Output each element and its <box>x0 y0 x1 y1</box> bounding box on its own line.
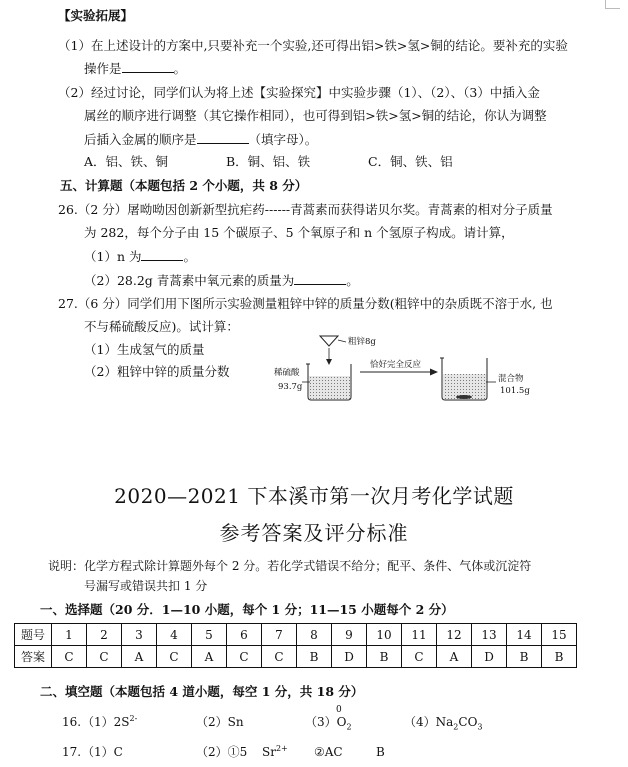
answer-blank[interactable] <box>141 248 183 261</box>
expand-q1-line2 <box>84 60 186 77</box>
q26-part1-text: （1）n 为 <box>84 249 142 264</box>
q17-part2: （2）①5 <box>196 745 248 759</box>
residue-icon <box>456 395 472 399</box>
zinc-label: 粗锌8g <box>348 337 376 347</box>
q17-number: 17. <box>62 745 82 759</box>
q16-part2: （2）Sn <box>196 715 244 729</box>
answer-title: 2020—2021 下本溪市第一次月考化学试题 <box>114 484 514 508</box>
table-cell-number: 5 <box>192 624 227 646</box>
answer-blank[interactable] <box>294 272 346 285</box>
table-cell-number: 15 <box>542 624 577 646</box>
expand-q1-line1: （1）在上述设计的方案中,只要补充一个实验,还可得出铝>铁>氢>铜的结论。要补充的实验 <box>58 38 568 53</box>
table-head-number: 题号 <box>15 624 52 646</box>
q16-part3 <box>305 714 352 730</box>
q17-part2b <box>262 744 288 760</box>
q17-part2c: ②AC <box>314 745 343 759</box>
table-cell-number: 1 <box>52 624 87 646</box>
table-cell-answer: C <box>52 646 87 668</box>
q26-line1: 26.（2 分）屠呦呦因创新新型抗疟药------青蒿素而获得诺贝尔奖。青蒿素的相对分子质量 <box>58 202 553 217</box>
table-cell-answer: A <box>437 646 472 668</box>
acid-label: 稀硫酸 <box>274 368 300 378</box>
section1-heading: 一、选择题（20 分．1—10 小题，每个 1 分；11—15 小题每个 2 分） <box>40 602 454 617</box>
expand-heading: 【实验拓展】 <box>58 8 134 23</box>
table-cell-number: 13 <box>472 624 507 646</box>
expand-q2-line3 <box>84 131 317 148</box>
expand-q1-end: 。 <box>173 61 187 76</box>
q17-part1: （1）C <box>82 745 123 759</box>
q16-part4-mid: CO <box>458 715 478 729</box>
table-cell-number: 10 <box>367 624 402 646</box>
answer-blank[interactable] <box>197 131 249 144</box>
table-cell-number: 14 <box>507 624 542 646</box>
q26-part1 <box>84 248 196 265</box>
zinc-pointer-line <box>338 340 346 342</box>
table-cell-number: 7 <box>262 624 297 646</box>
expand-q1-text: 操作是 <box>84 61 122 76</box>
q16-part3-valence: 0 <box>336 705 342 715</box>
expand-q2-line2: 属丝的顺序进行调整（其它操作相同），也可得到铝>铁>氢>铜的结论，你认为调整 <box>84 108 547 123</box>
table-cell-answer: B <box>507 646 542 668</box>
answer-table <box>14 623 577 668</box>
expand-q2-text: 后插入金属的顺序是 <box>84 132 197 147</box>
answer-blank[interactable] <box>122 60 174 73</box>
q16-part4 <box>404 714 483 730</box>
table-cell-number: 8 <box>297 624 332 646</box>
q27-line2: 不与稀硫酸反应)。试计算： <box>84 319 239 334</box>
mix-label: 混合物 <box>498 374 524 384</box>
note-line1: 说明：化学方程式除计算题外每个 2 分。若化学式错误不给分；配平、条件、气体或沉淀符 <box>48 559 532 573</box>
q17-part2d: B <box>376 745 385 759</box>
table-cell-answer: B <box>542 646 577 668</box>
option-a: A．铝、铁、铜 <box>84 154 169 169</box>
table-cell-number: 12 <box>437 624 472 646</box>
option-b: B．铜、铝、铁 <box>226 154 311 169</box>
table-cell-answer: A <box>122 646 157 668</box>
table-cell-answer: B <box>297 646 332 668</box>
reaction-arrow-head <box>430 369 438 376</box>
q26-part2-end: 。 <box>346 273 359 288</box>
table-cell-number: 4 <box>157 624 192 646</box>
q16-part1-text: （1）2S <box>82 715 130 729</box>
q16-part3-subscript: 2 <box>346 722 352 732</box>
expand-q2-end: （填字母）。 <box>248 132 318 147</box>
table-cell-answer: D <box>332 646 367 668</box>
note-line2: 号漏写或错误共扣 1 分 <box>84 579 208 593</box>
zinc-paper-icon <box>320 336 338 346</box>
q27-part2: （2）粗锌中锌的质量分数 <box>84 364 230 379</box>
table-head-answer: 答案 <box>15 646 52 668</box>
table-cell-answer: B <box>367 646 402 668</box>
q16-number: 16. <box>62 715 82 729</box>
table-cell-answer: C <box>262 646 297 668</box>
q27-line1: 27.（6 分）同学们用下图所示实验测量粗锌中锌的质量分数(粗锌中的杂质既不溶于水, 也 <box>58 296 553 311</box>
page-corner-mark <box>605 0 620 9</box>
q17-part2b-text: Sr <box>262 745 276 759</box>
table-cell-number: 6 <box>227 624 262 646</box>
experiment-diagram <box>274 334 532 404</box>
table-cell-number: 9 <box>332 624 367 646</box>
table-cell-answer: C <box>87 646 122 668</box>
q27-part1: （1）生成氢气的质量 <box>84 342 205 357</box>
table-cell-number: 3 <box>122 624 157 646</box>
answer-subtitle: 参考答案及评分标准 <box>219 521 409 545</box>
table-cell-answer: C <box>157 646 192 668</box>
q16-part1-charge: 2- <box>129 714 138 723</box>
table-cell-answer: A <box>192 646 227 668</box>
left-beaker-liquid-pattern <box>309 376 350 399</box>
table-cell-answer: C <box>402 646 437 668</box>
table-row-numbers <box>15 624 577 646</box>
table-cell-number: 11 <box>402 624 437 646</box>
q16-part4-sub2: 3 <box>477 722 483 732</box>
q16-part1 <box>82 714 137 730</box>
mix-mass: 101.5g <box>500 386 530 396</box>
q26-line2: 为 282，每个分子由 15 个碳原子、5 个氧原子和 n 个氢原子构成。请计算， <box>84 225 514 240</box>
q17-part2b-charge: 2+ <box>275 744 288 753</box>
reaction-label: 恰好完全反应 <box>370 360 422 370</box>
q26-part2-text: （2）28.2g 青蒿素中氧元素的质量为 <box>84 273 295 288</box>
drop-arrow-head <box>326 359 332 365</box>
calc-heading: 五、计算题（本题包括 2 个小题，共 8 分） <box>60 178 308 193</box>
section2-heading: 二、填空题（本题包括 4 道小题，每空 1 分，共 18 分） <box>40 684 364 699</box>
q26-part2 <box>84 272 359 289</box>
q26-part1-end: 。 <box>183 249 196 264</box>
expand-q2-line1: （2）经过讨论，同学们认为将上述【实验探究】中实验步骤（1）、（2）、（3）中插入金 <box>58 85 540 100</box>
q16-part3-text: （3）O <box>305 715 347 729</box>
option-c: C．铜、铁、铝 <box>368 154 453 169</box>
table-cell-answer: C <box>227 646 262 668</box>
table-cell-number: 2 <box>87 624 122 646</box>
table-row-answers <box>15 646 577 668</box>
table-cell-answer: D <box>472 646 507 668</box>
acid-mass: 93.7g <box>278 382 303 392</box>
q16-part4-sub1: 2 <box>453 722 459 732</box>
q16-part4-text: （4）Na <box>404 715 454 729</box>
